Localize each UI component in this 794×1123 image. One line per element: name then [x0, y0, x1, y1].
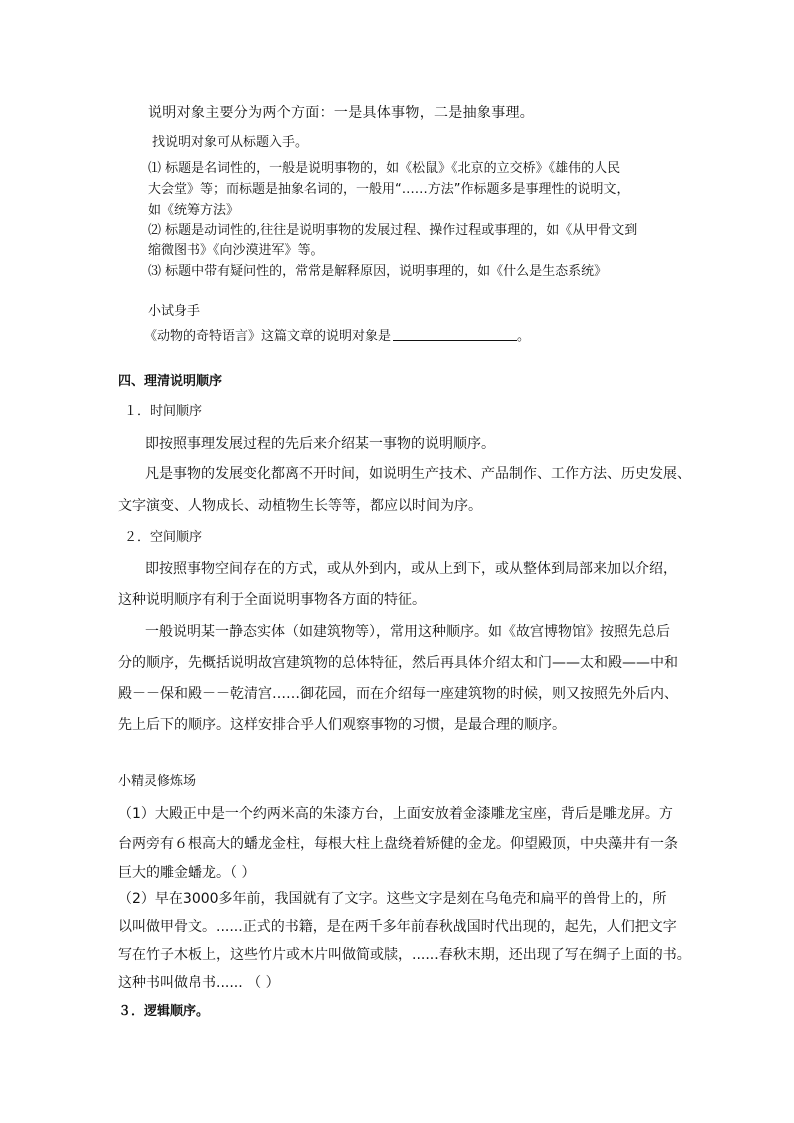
intro-line-2: 找说明对象可从标题入手。: [152, 135, 309, 150]
space-order-line: 这种说明顺序有利于全面说明事物各方面的特征。: [118, 592, 426, 608]
time-order-line: 文字演变、人物成长、动植物生长等等，都应以时间为序。: [118, 498, 482, 514]
title-rule-line: ⑴ 标题是名词性的，一般是说明事物的，如《松鼠》《北京的立交桥》《雄伟的人民: [148, 161, 621, 176]
practice-heading: 小试身手: [148, 304, 201, 319]
drill-item2-line: （2）早在3000多年前，我国就有了文字。这些文字是刻在乌龟壳和扁平的兽骨上的，所: [118, 891, 667, 907]
space-order-line: 分的顺序，先概括说明故宫建筑物的总体特征，然后再具体介绍太和门——太和殿——中和: [118, 655, 678, 671]
space-order-line: 即按照事物空间存在的方式，或从外到内，或从上到下，或从整体到局部来加以介绍，: [145, 561, 677, 577]
drill-item2-line: 写在竹子木板上，这些竹片或木片叫做简或牍，......春秋末期，还出现了写在绸子上面的书。: [118, 947, 691, 963]
time-order-title: １．时间顺序: [124, 404, 203, 419]
space-order-line: 一般说明某一静态实体（如建筑物等），常用这种顺序。如《故宫博物馆》按照先总后: [145, 624, 670, 640]
drill-item1-line: （1）大殿正中是一个约两米高的朱漆方台，上面安放着金漆雕龙宝座，背后是雕龙屏。方: [118, 806, 673, 822]
space-order-title: ２．空间顺序: [124, 530, 203, 545]
drill-item2-line: 以叫做甲骨文。......正式的书籍，是在两千多年前春秋战国时代出现的，起先，人们把文字: [118, 919, 677, 935]
title-rule-line: ⑶ 标题中带有疑问性的，常常是解释原因，说明事理的，如《什么是生态系统》: [148, 264, 608, 279]
intro-line-1: 说明对象主要分为两个方面：一是具体事物，二是抽象事理。: [148, 105, 535, 121]
section4-heading: 四、理清说明顺序: [118, 374, 223, 389]
practice-question: [144, 328, 530, 343]
time-order-line: 即按照事理发展过程的先后来介绍某一事物的说明顺序。: [145, 436, 495, 452]
title-rule-line: 如《统筹方法》: [148, 203, 240, 218]
drill-item1-line: 巨大的雕金蟠龙。（ ）: [118, 865, 256, 881]
practice-question-end: 。: [517, 329, 531, 344]
title-rule-line: ⑵ 标题是动词性的,往往是说明事物的发展过程、操作过程或事理的，如《从甲骨文到: [148, 223, 638, 238]
space-order-line: 殿－－保和殿－－乾清宫……御花园，而在介绍每一座建筑物的时候，则又按照先外后内、: [118, 686, 678, 702]
title-rule-line: 缩微图书》《向沙漠进军》等。: [148, 243, 324, 258]
space-order-line: 先上后下的顺序。这样安排合乎人们观察事物的习惯，是最合理的顺序。: [118, 717, 566, 733]
drill-item2-line: 这种书叫做帛书...... （ ）: [118, 975, 280, 991]
time-order-line: 凡是事物的发展变化都离不开时间，如说明生产技术、产品制作、工作方法、历史发展、: [145, 466, 691, 482]
answer-blank[interactable]: [393, 328, 517, 341]
logic-order-title: ３．逻辑顺序。: [118, 1004, 210, 1019]
practice-question-text: 《动物的奇特语言》这篇文章的说明对象是: [144, 329, 392, 344]
drill-heading: 小精灵修炼场: [118, 774, 197, 789]
drill-item1-line: 台两旁有６根高大的蟠龙金柱，每根大柱上盘绕着矫健的金龙。仰望殿顶，中央藻井有一条: [118, 836, 678, 852]
title-rule-line: 大会堂》等；而标题是抽象名词的，一般用“……方法”作标题多是事理性的说明文，: [148, 182, 630, 197]
